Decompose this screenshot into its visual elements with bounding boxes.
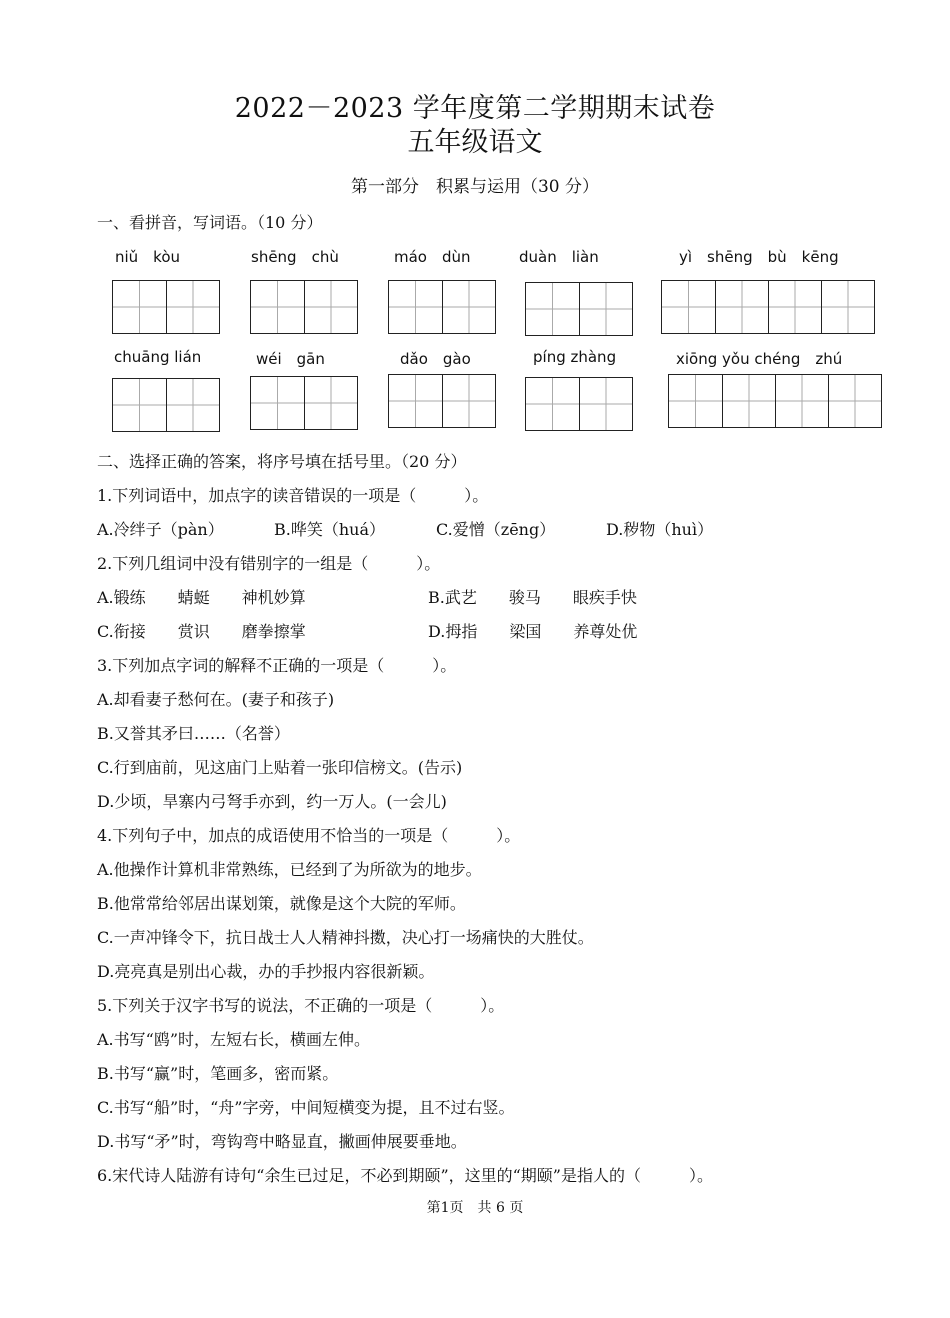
exam-title: 2022－2023 学年度第二学期期末试卷 [234, 93, 716, 124]
answer-grid[interactable] [388, 374, 496, 428]
answer-grid[interactable] [112, 280, 220, 334]
section1-heading: 一、看拼音，写词语。（10 分） [97, 213, 323, 232]
answer-grid[interactable] [250, 376, 358, 430]
q4-option-a: A.他操作计算机非常熟练，已经到了为所欲为的地步。 [97, 860, 482, 879]
page-number: 第1页 共 6 页 [426, 1200, 524, 1216]
pinyin-10: xiōng yǒu chéng zhú [676, 350, 843, 368]
q3-option-d: D.少顷，旱寨内弓弩手亦到，约一万人。(一会儿) [97, 792, 447, 811]
question-3: 3.下列加点字词的解释不正确的一项是（ ）。 [97, 656, 457, 675]
question-1: 1.下列词语中，加点字的读音错误的一项是（ ）。 [97, 486, 489, 505]
question-6: 6.宋代诗人陆游有诗句“余生已过足，不必到期颐”，这里的“期颐”是指人的（ ）。 [97, 1166, 713, 1185]
answer-grid[interactable] [112, 378, 220, 432]
answer-grid[interactable] [668, 374, 882, 428]
pinyin-4: duàn liàn [519, 248, 599, 266]
q5-option-c: C.书写“船”时，“舟”字旁，中间短横变为提，且不过右竖。 [97, 1098, 515, 1117]
q1-option-d: D.秽物（huì） [606, 520, 714, 539]
exam-subtitle: 五年级语文 [407, 127, 543, 158]
pinyin-9: píng zhàng [533, 348, 617, 366]
q1-option-b: B.哗笑（huá） [274, 520, 385, 539]
q5-option-b: B.书写“赢”时，笔画多，密而紧。 [97, 1064, 339, 1083]
question-4: 4.下列句子中，加点的成语使用不恰当的一项是（ ）。 [97, 826, 521, 845]
question-5: 5.下列关于汉字书写的说法，不正确的一项是（ ）。 [97, 996, 505, 1015]
q2-option-b: B.武艺 骏马 眼疾手快 [428, 588, 637, 607]
q4-option-d: D.亮亮真是别出心裁，办的手抄报内容很新颖。 [97, 962, 435, 981]
q3-option-b: B.又誉其矛曰……（名誉） [97, 724, 290, 743]
pinyin-5: yì shēng bù kēng [679, 248, 839, 266]
pinyin-1: niǔ kòu [115, 248, 181, 266]
answer-grid[interactable] [388, 280, 496, 334]
answer-grid[interactable] [661, 280, 875, 334]
part-heading: 第一部分 积累与运用（30 分） [350, 177, 600, 197]
pinyin-8: dǎo gào [400, 350, 471, 368]
answer-grid[interactable] [250, 280, 358, 334]
answer-grid[interactable] [525, 282, 633, 336]
q3-option-a: A.却看妻子愁何在。(妻子和孩子) [97, 690, 335, 709]
pinyin-6: chuāng lián [114, 348, 202, 366]
q3-option-c: C.行到庙前，见这庙门上贴着一张印信榜文。(告示) [97, 758, 463, 777]
answer-grid[interactable] [525, 377, 633, 431]
section2-heading: 二、选择正确的答案，将序号填在括号里。（20 分） [97, 452, 467, 471]
pinyin-2: shēng chù [251, 248, 339, 266]
pinyin-3: máo dùn [394, 248, 471, 266]
pinyin-7: wéi gān [256, 350, 325, 368]
q4-option-b: B.他常常给邻居出谋划策，就像是这个大院的军师。 [97, 894, 466, 913]
q2-option-d: D.拇指 梁国 养尊处优 [428, 622, 638, 641]
q1-option-a: A.冷绊子（pàn） [97, 520, 224, 539]
q1-option-c: C.爱憎（zēng） [436, 520, 556, 539]
q4-option-c: C.一声冲锋令下，抗日战士人人精神抖擞，决心打一场痛快的大胜仗。 [97, 928, 594, 947]
q2-option-a: A.锻练 蜻蜓 神机妙算 [97, 588, 306, 607]
q2-option-c: C.衔接 赏识 磨拳擦掌 [97, 622, 306, 641]
q5-option-d: D.书写“矛”时，弯钩弯中略显直，撇画伸展要垂地。 [97, 1132, 467, 1151]
question-2: 2.下列几组词中没有错别字的一组是（ ）。 [97, 554, 441, 573]
q5-option-a: A.书写“鸥”时，左短右长，横画左伸。 [97, 1030, 371, 1049]
